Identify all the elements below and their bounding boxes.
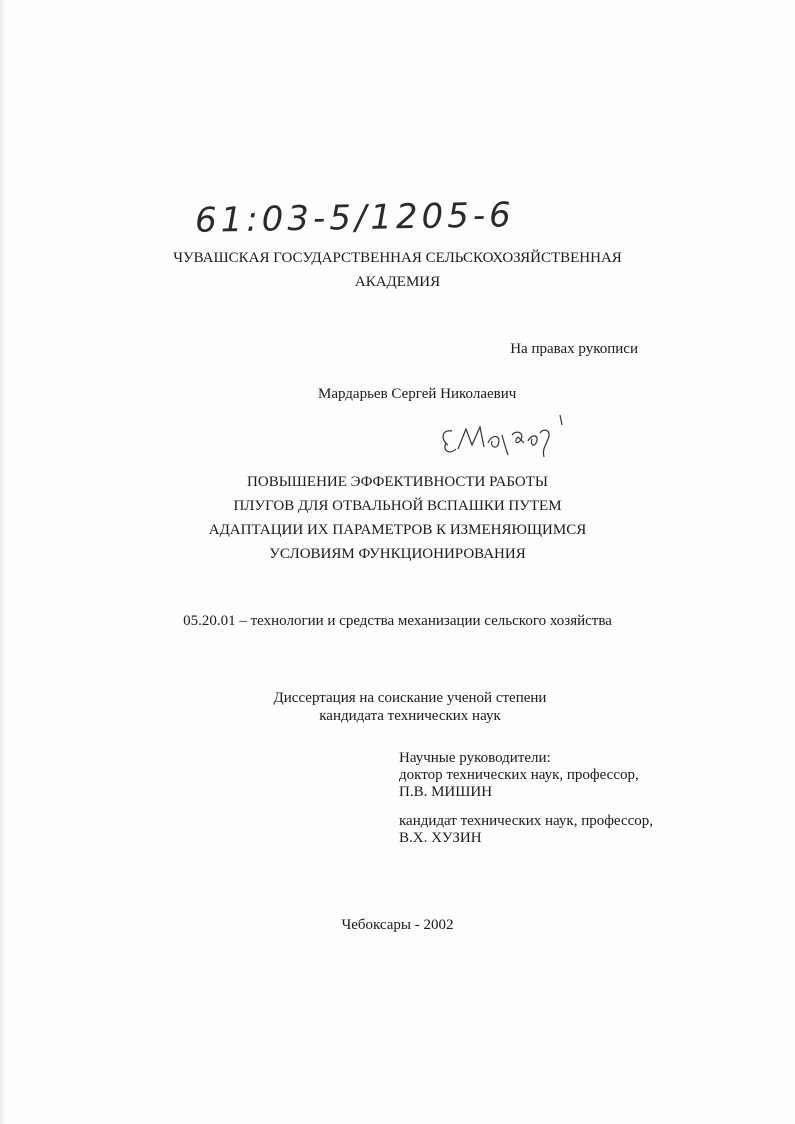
scientific-advisors	[399, 750, 639, 801]
institution-line-2: АКАДЕМИЯ	[354, 274, 441, 290]
advisors-heading: Научные руководители:	[399, 750, 551, 766]
specialty-code: 05.20.01 – технологии и средства механизации сельского хозяйства	[183, 613, 612, 629]
advisor-1-name: П.В. МИШИН	[399, 784, 493, 800]
degree-line-2: кандидата технических наук	[319, 708, 501, 724]
institution-line-1: ЧУВАШСКАЯ ГОСУДАРСТВЕННАЯ СЕЛЬСКОХОЗЯЙСТВЕННАЯ	[173, 250, 622, 266]
archive-code-handwritten: 61:03-5/1205-6	[194, 195, 516, 241]
title-line-3: АДАПТАЦИИ ИХ ПАРАМЕТРОВ К ИЗМЕНЯЮЩИМСЯ	[208, 522, 587, 538]
degree-statement	[270, 689, 550, 725]
title-line-1: ПОВЫШЕНИЕ ЭФФЕКТИВНОСТИ РАБОТЫ	[247, 474, 548, 490]
author-name: Мардарьев Сергей Николаевич	[318, 386, 517, 402]
city-year: Чебоксары - 2002	[341, 917, 454, 933]
title-line-4: УСЛОВИЯМ ФУНКЦИОНИРОВАНИЯ	[269, 546, 526, 562]
manuscript-note: На правах рукописи	[510, 341, 638, 357]
advisor-2-name: В.Х. ХУЗИН	[399, 830, 482, 846]
advisor-1-title: доктор технических наук, профессор,	[399, 767, 639, 783]
author-signature	[436, 405, 576, 465]
advisor-2-title: кандидат технических наук, профессор,	[399, 813, 654, 829]
degree-line-1: Диссертация на соискание ученой степени	[273, 690, 547, 706]
dissertation-title	[0, 470, 795, 566]
institution-name	[0, 246, 795, 294]
scientific-advisor-2	[399, 813, 653, 847]
title-line-2: ПЛУГОВ ДЛЯ ОТВАЛЬНОЙ ВСПАШКИ ПУТЕМ	[233, 498, 562, 514]
